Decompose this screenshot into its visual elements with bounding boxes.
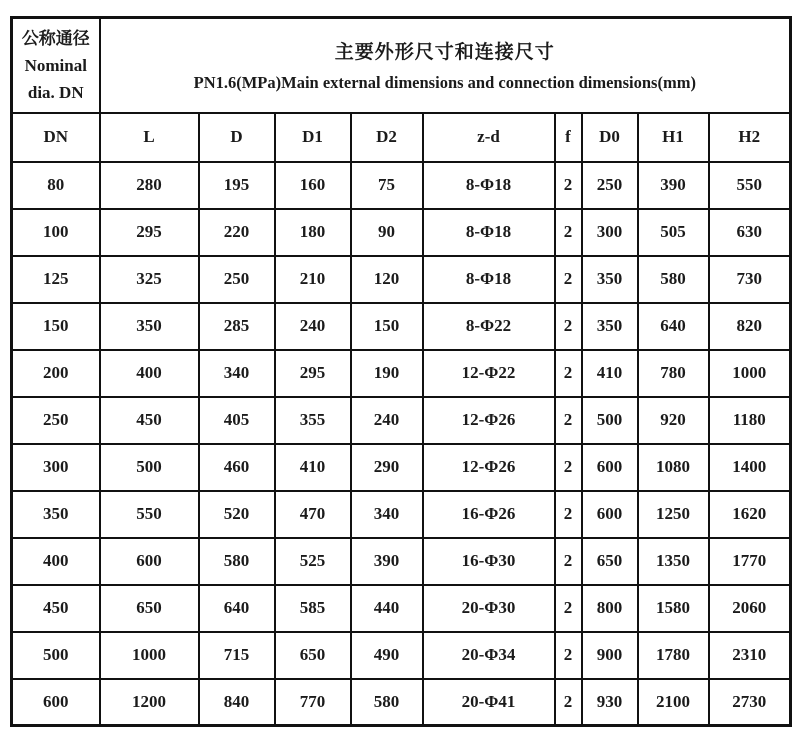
table-cell: 500 (100, 444, 199, 491)
table-cell: 470 (275, 491, 351, 538)
table-cell: 410 (582, 350, 638, 397)
table-cell: 450 (100, 397, 199, 444)
table-cell: 250 (12, 397, 100, 444)
table-cell: 730 (709, 256, 791, 303)
table-cell: 75 (351, 162, 423, 209)
table-cell: 500 (582, 397, 638, 444)
table-cell: 120 (351, 256, 423, 303)
corner-line-cn: 公称通径 (21, 28, 90, 48)
table-cell: 300 (582, 209, 638, 256)
table-cell: 450 (12, 585, 100, 632)
table-cell: 295 (275, 350, 351, 397)
table-row (12, 679, 791, 726)
table-row (12, 350, 791, 397)
table-row (12, 397, 791, 444)
table-row (12, 538, 791, 585)
table-cell: 1180 (709, 397, 791, 444)
table-cell: 200 (12, 350, 100, 397)
table-cell: 340 (351, 491, 423, 538)
column-header-zd: z-d (423, 113, 555, 162)
table-cell: 125 (12, 256, 100, 303)
table-body (12, 162, 791, 726)
table-cell: 2060 (709, 585, 791, 632)
table-cell: 2 (555, 538, 582, 585)
table-cell: 350 (12, 491, 100, 538)
table-cell: 1780 (638, 632, 709, 679)
table-cell: 350 (100, 303, 199, 350)
table-cell: 460 (199, 444, 275, 491)
table-cell: 195 (199, 162, 275, 209)
table-cell: 550 (100, 491, 199, 538)
table-cell: 240 (275, 303, 351, 350)
table-cell: 1000 (709, 350, 791, 397)
table-cell: 580 (199, 538, 275, 585)
table-row (12, 632, 791, 679)
table-cell: 585 (275, 585, 351, 632)
table-cell: 340 (199, 350, 275, 397)
table-cell: 8-Φ18 (423, 162, 555, 209)
table-cell: 440 (351, 585, 423, 632)
table-cell: 1770 (709, 538, 791, 585)
column-header-f: f (555, 113, 582, 162)
table-cell: 355 (275, 397, 351, 444)
table-row (12, 162, 791, 209)
table-cell: 800 (582, 585, 638, 632)
table-cell: 1000 (100, 632, 199, 679)
table-cell: 100 (12, 209, 100, 256)
table-cell: 250 (199, 256, 275, 303)
column-header-h2: H2 (709, 113, 791, 162)
table-cell: 1080 (638, 444, 709, 491)
table-cell: 770 (275, 679, 351, 726)
table-cell: 280 (100, 162, 199, 209)
table-cell: 2100 (638, 679, 709, 726)
table-cell: 2730 (709, 679, 791, 726)
table-cell: 8-Φ18 (423, 256, 555, 303)
column-header-dn: DN (12, 113, 100, 162)
table-cell: 2 (555, 491, 582, 538)
table-cell: 390 (351, 538, 423, 585)
table-cell: 90 (351, 209, 423, 256)
table-cell: 8-Φ22 (423, 303, 555, 350)
table-cell: 600 (100, 538, 199, 585)
table-cell: 20-Φ34 (423, 632, 555, 679)
table-cell: 580 (351, 679, 423, 726)
table-cell: 2310 (709, 632, 791, 679)
table-cell: 400 (100, 350, 199, 397)
table-cell: 600 (582, 444, 638, 491)
table-cell: 640 (199, 585, 275, 632)
table-cell: 780 (638, 350, 709, 397)
table-cell: 640 (638, 303, 709, 350)
table-cell: 600 (582, 491, 638, 538)
title-row (12, 18, 791, 113)
column-header-d: D (199, 113, 275, 162)
table-row (12, 303, 791, 350)
table-cell: 500 (12, 632, 100, 679)
corner-header-cell (12, 18, 100, 113)
table-cell: 410 (275, 444, 351, 491)
table-row (12, 256, 791, 303)
column-header-l: L (100, 113, 199, 162)
table-cell: 325 (100, 256, 199, 303)
table-row (12, 491, 791, 538)
table-cell: 2 (555, 632, 582, 679)
table-row (12, 209, 791, 256)
table-cell: 900 (582, 632, 638, 679)
table-cell: 210 (275, 256, 351, 303)
table-cell: 390 (638, 162, 709, 209)
table-cell: 1580 (638, 585, 709, 632)
table-cell: 150 (12, 303, 100, 350)
table-cell: 285 (199, 303, 275, 350)
table-cell: 150 (351, 303, 423, 350)
table-cell: 630 (709, 209, 791, 256)
table-cell: 2 (555, 585, 582, 632)
table-cell: 250 (582, 162, 638, 209)
table-cell: 1400 (709, 444, 791, 491)
table-cell: 520 (199, 491, 275, 538)
table-subtitle: PN1.6(MPa)Main external dimensions and connection dimensions(mm) (193, 73, 696, 93)
table-cell: 715 (199, 632, 275, 679)
column-header-d2: D2 (351, 113, 423, 162)
table-cell: 400 (12, 538, 100, 585)
table-cell: 2 (555, 209, 582, 256)
dimensions-table (10, 16, 792, 727)
table-cell: 920 (638, 397, 709, 444)
table-row (12, 444, 791, 491)
table-cell: 220 (199, 209, 275, 256)
table-cell: 300 (12, 444, 100, 491)
table-cell: 290 (351, 444, 423, 491)
table-cell: 1350 (638, 538, 709, 585)
table-cell: 2 (555, 303, 582, 350)
table-cell: 2 (555, 679, 582, 726)
column-header-row (12, 113, 791, 162)
table-cell: 190 (351, 350, 423, 397)
table-cell: 20-Φ30 (423, 585, 555, 632)
title-header-cell (100, 18, 791, 113)
table-cell: 1250 (638, 491, 709, 538)
table-cell: 580 (638, 256, 709, 303)
table-cell: 840 (199, 679, 275, 726)
table-cell: 80 (12, 162, 100, 209)
table-cell: 405 (199, 397, 275, 444)
table-cell: 12-Φ26 (423, 397, 555, 444)
table-cell: 160 (275, 162, 351, 209)
table-cell: 600 (12, 679, 100, 726)
table-cell: 16-Φ30 (423, 538, 555, 585)
table-cell: 16-Φ26 (423, 491, 555, 538)
table-cell: 650 (275, 632, 351, 679)
table-cell: 12-Φ26 (423, 444, 555, 491)
table-cell: 650 (582, 538, 638, 585)
table-cell: 20-Φ41 (423, 679, 555, 726)
table-cell: 295 (100, 209, 199, 256)
table-cell: 2 (555, 397, 582, 444)
table-row (12, 585, 791, 632)
column-header-d1: D1 (275, 113, 351, 162)
table-title: 主要外形尺寸和连接尺寸 (334, 42, 555, 64)
table-cell: 240 (351, 397, 423, 444)
table-cell: 490 (351, 632, 423, 679)
table-cell: 180 (275, 209, 351, 256)
table-cell: 2 (555, 162, 582, 209)
corner-line-en1: Nominal (24, 55, 87, 75)
column-header-h1: H1 (638, 113, 709, 162)
table-cell: 525 (275, 538, 351, 585)
table-cell: 505 (638, 209, 709, 256)
table-cell: 2 (555, 444, 582, 491)
table-cell: 12-Φ22 (423, 350, 555, 397)
table-cell: 2 (555, 350, 582, 397)
corner-line-en2: dia. DN (27, 82, 84, 102)
table-cell: 1620 (709, 491, 791, 538)
table-cell: 350 (582, 303, 638, 350)
table-cell: 650 (100, 585, 199, 632)
table-cell: 550 (709, 162, 791, 209)
table-cell: 2 (555, 256, 582, 303)
table-cell: 1200 (100, 679, 199, 726)
table-cell: 930 (582, 679, 638, 726)
column-header-d0: D0 (582, 113, 638, 162)
table-cell: 8-Φ18 (423, 209, 555, 256)
table-cell: 350 (582, 256, 638, 303)
table-cell: 820 (709, 303, 791, 350)
